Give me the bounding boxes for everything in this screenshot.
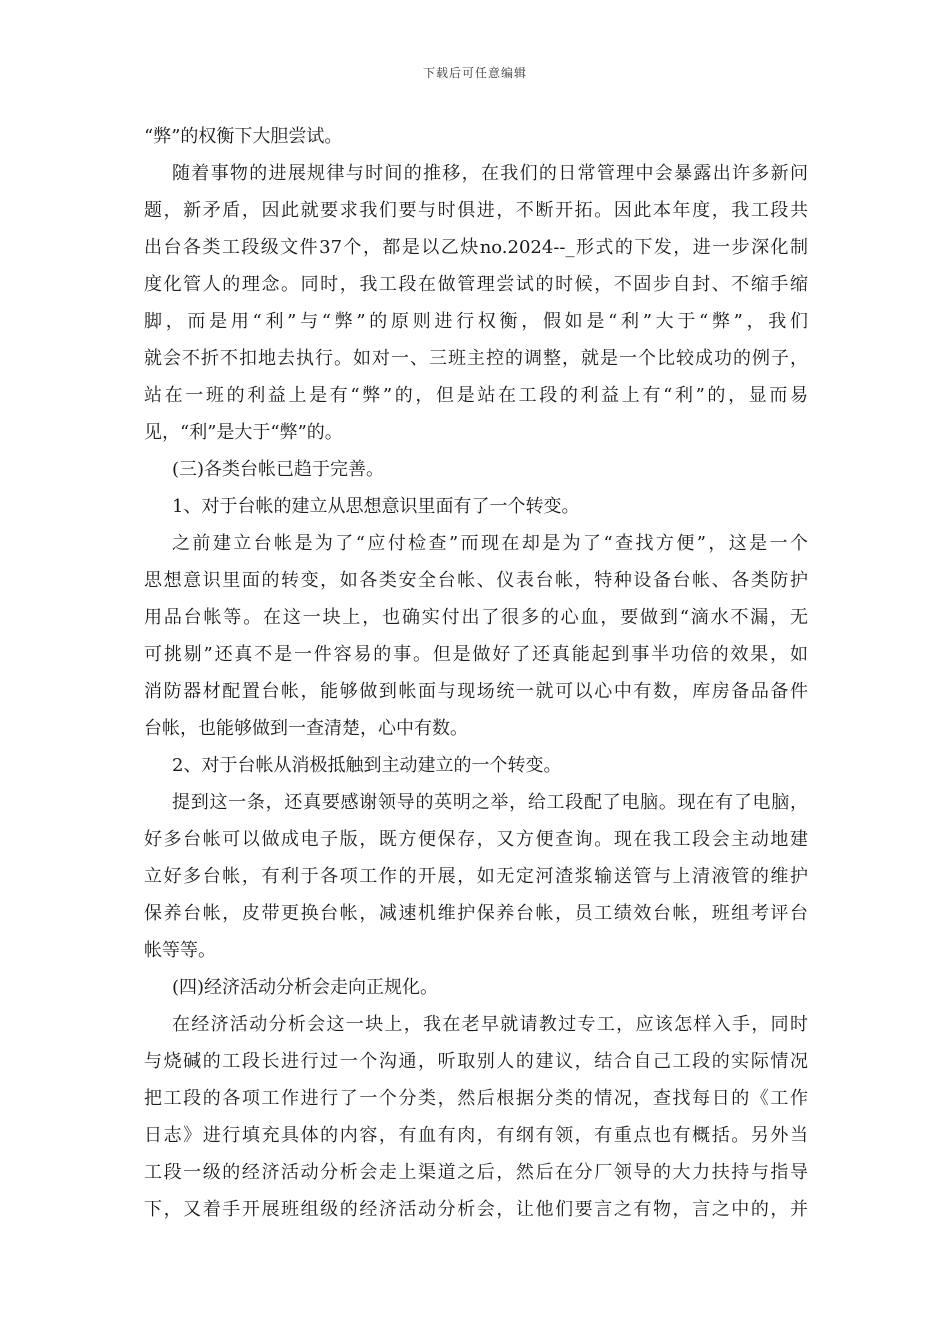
- text-line: 消防器材配置台帐，能够做到帐面与现场统一就可以心中有数，库房备品备件: [144, 681, 808, 702]
- text-line: 在经济活动分析会这一块上，我在老早就请教过专工，应该怎样入手，同时: [172, 1014, 808, 1035]
- text-line: 2、对于台帐从消极抵触到主动建立的一个转变。: [172, 755, 562, 776]
- text-line: 工段一级的经济活动分析会走上渠道之后，然后在分厂领导的大力扶持与指导: [144, 1162, 808, 1183]
- text-line: 提到这一条，还真要感谢领导的英明之举，给工段配了电脑。现在有了电脑，: [172, 792, 808, 813]
- text-line: 帐等等。: [144, 940, 216, 961]
- text-line: (三)各类台帐已趋于完善。: [172, 459, 385, 480]
- text-line: (四)经济活动分析会走向正规化。: [172, 977, 439, 998]
- text-line: 1、对于台帐的建立从思想意识里面有了一个转变。: [172, 496, 580, 517]
- text-line: 用品台帐等。在这一块上，也确实付出了很多的心血，要做到“滴水不漏，无: [144, 607, 808, 628]
- text-line: 随着事物的进展规律与时间的推移，在我们的日常管理中会暴露出许多新问: [172, 163, 808, 184]
- text-line: 脚，而是用“利”与“弊”的原则进行权衡，假如是“利”大于“弊”，我们: [144, 311, 808, 332]
- text-line: 下，又着手开展班组级的经济活动分析会，让他们要言之有物，言之中的，并: [144, 1199, 808, 1220]
- text-line: 出台各类工段级文件37个，都是以乙炔no.2024--_形式的下发，进一步深化制: [144, 237, 808, 258]
- text-line: 与烧碱的工段长进行过一个沟通，听取别人的建议，结合自己工段的实际情况: [144, 1051, 808, 1072]
- text-line: “弊”的权衡下大胆尝试。: [144, 126, 343, 147]
- text-line: 之前建立台帐是为了“应付检查”而现在却是为了“查找方便”，这是一个: [172, 533, 808, 554]
- text-line: 题，新矛盾，因此就要求我们要与时俱进，不断开拓。因此本年度，我工段共: [144, 200, 808, 221]
- text-line: 就会不折不扣地去执行。如对一、三班主控的调整，就是一个比较成功的例子，: [144, 348, 808, 369]
- text-line: 站在一班的利益上是有“弊”的，但是站在工段的利益上有“利”的，显而易: [144, 385, 808, 406]
- text-line: 台帐，也能够做到一查清楚，心中有数。: [144, 718, 468, 739]
- text-line: 可挑剔”还真不是一件容易的事。但是做好了还真能起到事半功倍的效果，如: [144, 644, 808, 665]
- text-line: 保养台帐，皮带更换台帐，减速机维护保养台帐，员工绩效台帐，班组考评台: [144, 903, 808, 924]
- text-line: 思想意识里面的转变，如各类安全台帐、仪表台帐，特种设备台帐、各类防护: [144, 570, 808, 591]
- document-body: [144, 118, 808, 1228]
- text-line: 好多台帐可以做成电子版，既方便保存，又方便查询。现在我工段会主动地建: [144, 829, 808, 850]
- text-line: 度化管人的理念。同时，我工段在做管理尝试的时候，不固步自封、不缩手缩: [144, 274, 808, 295]
- text-line: 见，“利”是大于“弊”的。: [144, 422, 343, 443]
- text-line: 日志》进行填充具体的内容，有血有肉，有纲有领，有重点也有概括。另外当: [144, 1125, 808, 1146]
- page-header: 下载后可任意编辑: [422, 66, 527, 80]
- text-line: 立好多台帐，有利于各项工作的开展，如无定河渣浆输送管与上清液管的维护: [144, 866, 808, 887]
- text-line: 把工段的各项工作进行了一个分类，然后根据分类的情况，查找每日的《工作: [144, 1088, 808, 1109]
